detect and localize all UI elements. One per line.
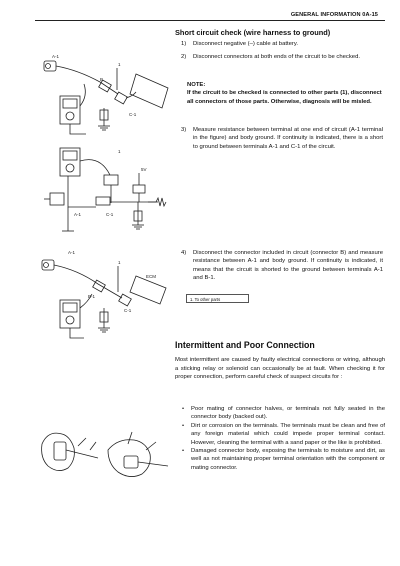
fig1-label-a1: A-1 (52, 54, 60, 59)
figure-circuit-schematic (38, 145, 178, 245)
list-item: • Dirt or corrosion on the terminals. The terminals must be clean and free of any foreign material which could impede proper terminal contact. However, cleaning the terminal with a sand paper or the like is prohibited. (181, 422, 385, 447)
page-header: GENERAL INFORMATION 0A-15 (290, 12, 378, 18)
note-label: NOTE: (187, 82, 206, 88)
fig3-label-ecm: ECM (146, 274, 156, 279)
note-block (187, 81, 385, 106)
fig3-label-1: 1 (118, 260, 121, 265)
figure-connector-hand (38, 420, 178, 490)
step-2 (181, 53, 383, 61)
header-rule (35, 20, 385, 21)
note-text: If the circuit to be checked is connected to other parts (1), disconnect all connectors of those parts. Otherwise, diagnosis will be misled. (187, 90, 382, 105)
step-number: 1) (181, 41, 187, 47)
bullet-list (181, 405, 385, 472)
list-item: • Damaged connector body, exposing the terminals to moisture and dirt, as well as not maintaining proper terminal orientation with the component or mating connector. (181, 447, 385, 472)
step-text: Disconnect connectors at both ends of the circuit to be checked. (193, 54, 360, 60)
fig2-label-5v: 5V (141, 167, 147, 172)
short-circuit-title: Short circuit check (wire harness to ground) (175, 28, 331, 37)
step-text: Disconnect the connector included in circuit (connector B) and measure resistance between A-1 and body ground. If continuity is indicated, it means that the circuit is shorted to the ground between terminals A-1 and B-1. (193, 250, 383, 281)
fig1-label-b: B (100, 77, 104, 82)
fig3-label-a1: A-1 (68, 250, 76, 255)
fig3-label-b1: B-1 (88, 294, 96, 299)
step-number: 2) (181, 54, 187, 60)
step-1 (181, 40, 383, 48)
fig1-label-1: 1 (118, 62, 121, 67)
fig2-label-c1: C-1 (106, 212, 114, 217)
step-text: Measure resistance between terminal at one end of circuit (A-1 terminal in the figure) and body ground. If continuity is indicated, there is a short to ground between terminals A-1 and C-1 of the circuit. (193, 127, 383, 150)
intermittent-intro: Most intermittent are caused by faulty electrical connections or wiring, although a sticking relay or solenoid can occasionally be at fault. When checking it for proper connection, perform careful check of suspect circuits for : (175, 357, 385, 380)
step-number: 3) (181, 127, 187, 133)
step-4 (181, 249, 383, 282)
legend-box: 1. To other parts (186, 294, 249, 303)
fig2-label-1: 1 (118, 149, 121, 154)
figure-short-circuit-check (38, 48, 178, 150)
fig3-label-c1: C-1 (124, 308, 132, 313)
fig2-label-a1: A-1 (74, 212, 82, 217)
step-3 (181, 126, 383, 151)
step-text: Disconnect negative (–) cable at battery. (193, 41, 298, 47)
figure-connector-b-check (38, 242, 178, 346)
list-item: • Poor mating of connector halves, or terminals not fully seated in the connector body (backed out). (181, 405, 385, 422)
fig1-label-c1: C-1 (129, 112, 137, 117)
intermittent-title: Intermittent and Poor Connection (175, 340, 315, 350)
step-number: 4) (181, 250, 187, 256)
